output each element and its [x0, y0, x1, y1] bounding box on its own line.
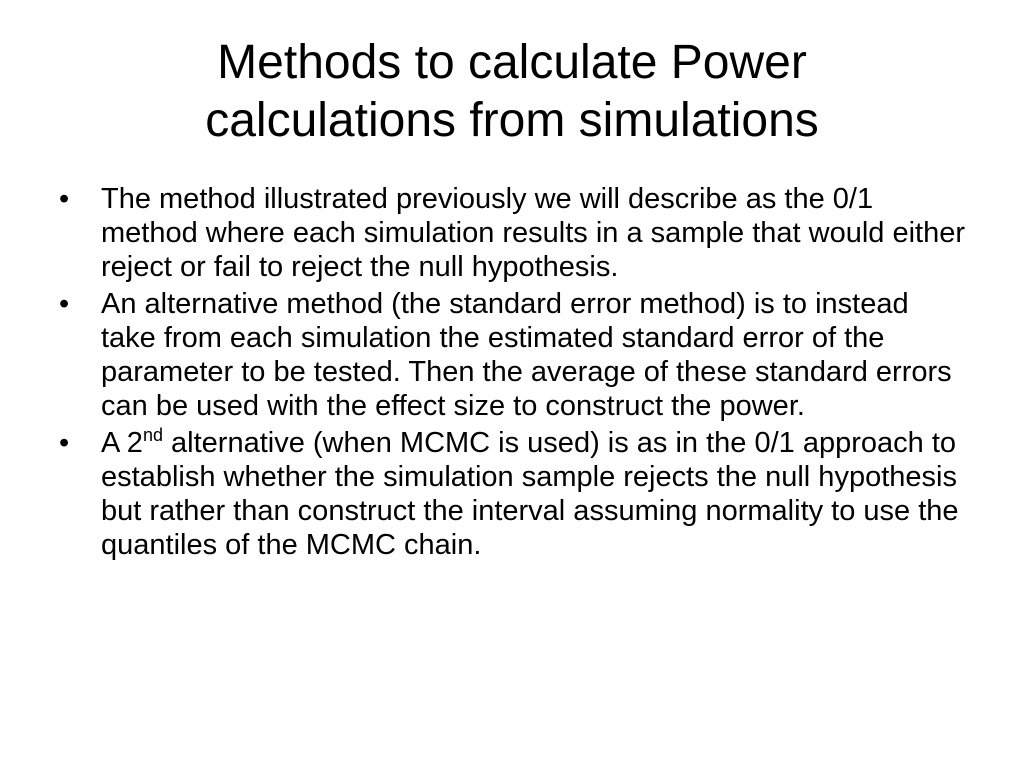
ordinal-superscript: nd	[142, 425, 163, 445]
bullet-item-2	[56, 287, 968, 423]
bullet-item-1	[56, 182, 968, 284]
slide-title	[40, 34, 984, 150]
slide-title-line-2: calculations from simulations	[205, 94, 819, 147]
bullet-text-3	[101, 427, 959, 561]
bullet-text-2: An alternative method (the standard error method) is to instead take from each simulation the estimated standard error of the parameter to be tested. Then the average of these standard errors can be used with the effect size to construct the power.	[101, 288, 952, 422]
bullet-text-3-prefix: A 2	[101, 427, 143, 459]
slide-title-line-1: Methods to calculate Power	[217, 36, 807, 89]
bullet-dot-icon: •	[59, 427, 70, 459]
bullet-dot-icon: •	[59, 183, 70, 215]
bullet-item-3	[56, 426, 968, 562]
bullet-text-3-rest: alternative (when MCMC is used) is as in the 0/1 approach to establish whether the simulation sample rejects the null hypothesis but rather than construct the interval assuming normality to use the quantiles of the MCMC chain.	[101, 427, 959, 561]
bullet-dot-icon: •	[59, 288, 70, 320]
bullet-list	[56, 182, 968, 565]
bullet-text-1: The method illustrated previously we will describe as the 0/1 method where each simulation results in a sample that would either reject or fail to reject the null hypothesis.	[101, 183, 966, 283]
